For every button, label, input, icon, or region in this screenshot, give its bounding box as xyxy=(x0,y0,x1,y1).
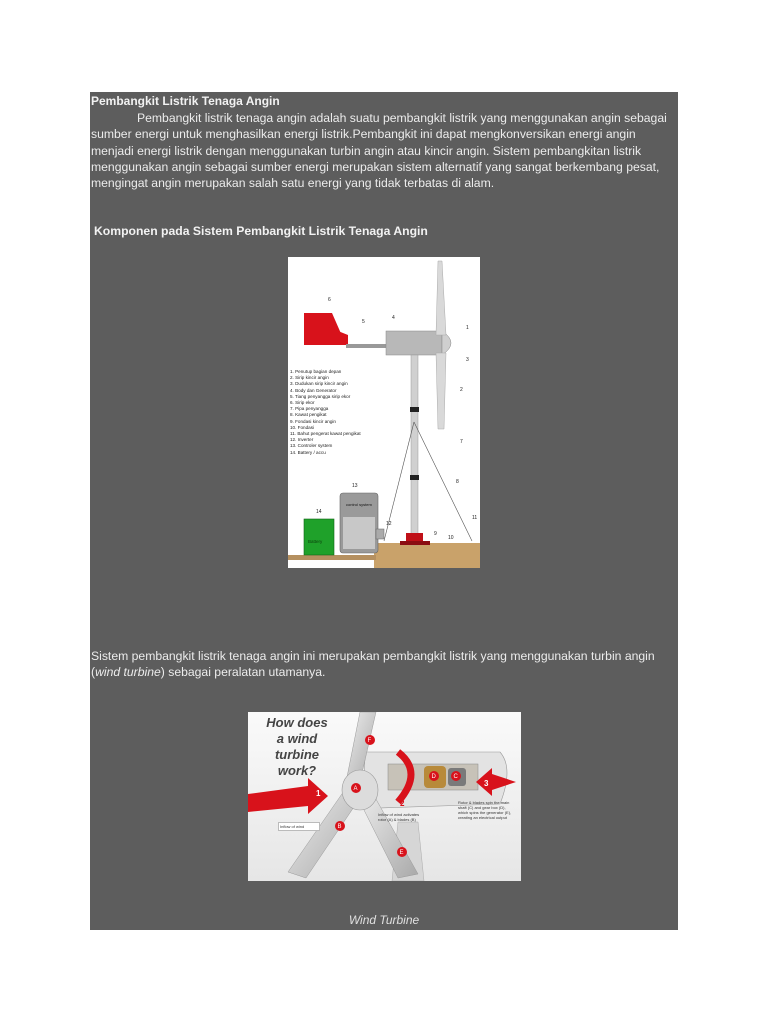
battery-label: Battery xyxy=(308,539,323,544)
legend-item: 3. Dudukan sirip kincir angin xyxy=(290,381,348,387)
ground xyxy=(374,543,480,568)
part-label: A xyxy=(353,786,358,792)
control-label: control system xyxy=(346,502,372,507)
legend-item: 8. Kawat pengikat xyxy=(290,412,327,418)
callout-1: 1 xyxy=(466,325,469,331)
legend-item: 12. Inverter xyxy=(290,437,314,443)
part-label: F xyxy=(367,738,372,744)
illustration-heading: How does a wind turbine work? xyxy=(266,715,328,778)
system-paragraph xyxy=(91,648,677,681)
part-label: D xyxy=(431,774,436,780)
tail-boom xyxy=(346,344,386,348)
components-heading: Komponen pada Sistem Pembangkit Listrik Tenaga Angin xyxy=(94,224,428,238)
control-panel xyxy=(343,517,375,549)
page-title: Pembangkit Listrik Tenaga Angin xyxy=(91,94,280,108)
part-label: B xyxy=(337,824,342,830)
note-shaft: Rotor & blades spin the main shaft (C) and gear box (D), which spins the generator (E), creating an electrical output xyxy=(458,800,512,820)
legend-item: 13. Controler system xyxy=(290,443,333,449)
legend-item: 1. Penutup bagian depan xyxy=(290,369,342,374)
legend-item: 4. Body dan Generator xyxy=(290,387,337,393)
callout-8: 8 xyxy=(456,479,459,485)
system-text-after: ) sebagai peralatan utamanya. xyxy=(160,665,326,680)
legend-item: 6. Sirip ekor xyxy=(290,400,315,406)
blade-bottom xyxy=(436,353,446,429)
system-text-before: Sistem pembangkit listrik tenaga angin ini merupakan pembangkit listrik yang menggunakan turbin angin ( xyxy=(91,649,655,680)
callout-3: 3 xyxy=(466,357,469,363)
callout-4: 4 xyxy=(392,315,395,321)
figure-caption: Wind Turbine xyxy=(348,913,420,927)
step-3: 3 xyxy=(484,779,489,788)
step-1: 1 xyxy=(316,789,321,798)
legend-item: 9. Fondasi kincir angin xyxy=(290,418,336,424)
intro-text: Pembangkit listrik tenaga angin adalah suatu pembangkit listrik yang menggunakan angin sebagai sumber energi untuk menghasilkan energi listrik.Pembangkit ini dapat mengkonversikan energi angin menjadi energi listrik dengan menggunakan turbin angin atau kincir angin. Sistem pembangkitan listrik menggunakan angin sebagai sumber energi merupakan sistem alternatif yang sangat berkembang pesat, mengingat angin merupakan salah satu energi yang tidak terbatas di alam. xyxy=(91,111,667,191)
callout-6: 6 xyxy=(328,297,331,303)
legend-item: 7. Pipa penyangga xyxy=(290,406,329,412)
blade-top xyxy=(436,261,446,335)
tower-joint-1 xyxy=(410,407,419,412)
intro-paragraph xyxy=(91,110,677,191)
legend-item: 14. Battery / accu xyxy=(290,449,326,455)
legend xyxy=(290,369,361,456)
battery xyxy=(304,519,334,555)
legend-item: 5. Tiang penyangga sirip ekor xyxy=(290,393,351,399)
callout-5: 5 xyxy=(362,319,365,325)
callout-2: 2 xyxy=(460,387,463,393)
document-panel xyxy=(90,92,678,930)
callout-14: 14 xyxy=(316,509,322,515)
part-label: C xyxy=(453,774,458,780)
tower xyxy=(411,355,418,545)
legend-item: 2. Sirip kincir angin xyxy=(290,375,329,381)
tower-base-plate xyxy=(400,541,430,545)
callout-9: 9 xyxy=(434,531,437,537)
callout-13: 13 xyxy=(352,483,358,489)
step-2: 2 xyxy=(400,799,405,808)
nacelle xyxy=(386,331,442,355)
components-diagram xyxy=(288,257,480,568)
inverter xyxy=(376,529,384,539)
part-label: E xyxy=(399,850,404,856)
guy-wire-right xyxy=(414,422,472,541)
wind-turbine-illustration xyxy=(248,712,521,881)
callout-10: 10 xyxy=(448,535,454,541)
system-text-em: wind turbine xyxy=(95,665,161,680)
base-strip xyxy=(288,555,376,560)
callout-11: 11 xyxy=(472,515,478,521)
note-rotor: Inflow of wind activates rotor (A) & blades (B) xyxy=(378,812,420,822)
legend-item: 10. Fondasi xyxy=(290,424,315,430)
legend-item: 11. Bahut pengerat kawat pengikat xyxy=(290,431,361,437)
note-inflow: Inflow of wind xyxy=(278,822,320,831)
tower-joint-2 xyxy=(410,475,419,480)
callout-12: 12 xyxy=(386,521,392,527)
callout-7: 7 xyxy=(460,439,463,445)
